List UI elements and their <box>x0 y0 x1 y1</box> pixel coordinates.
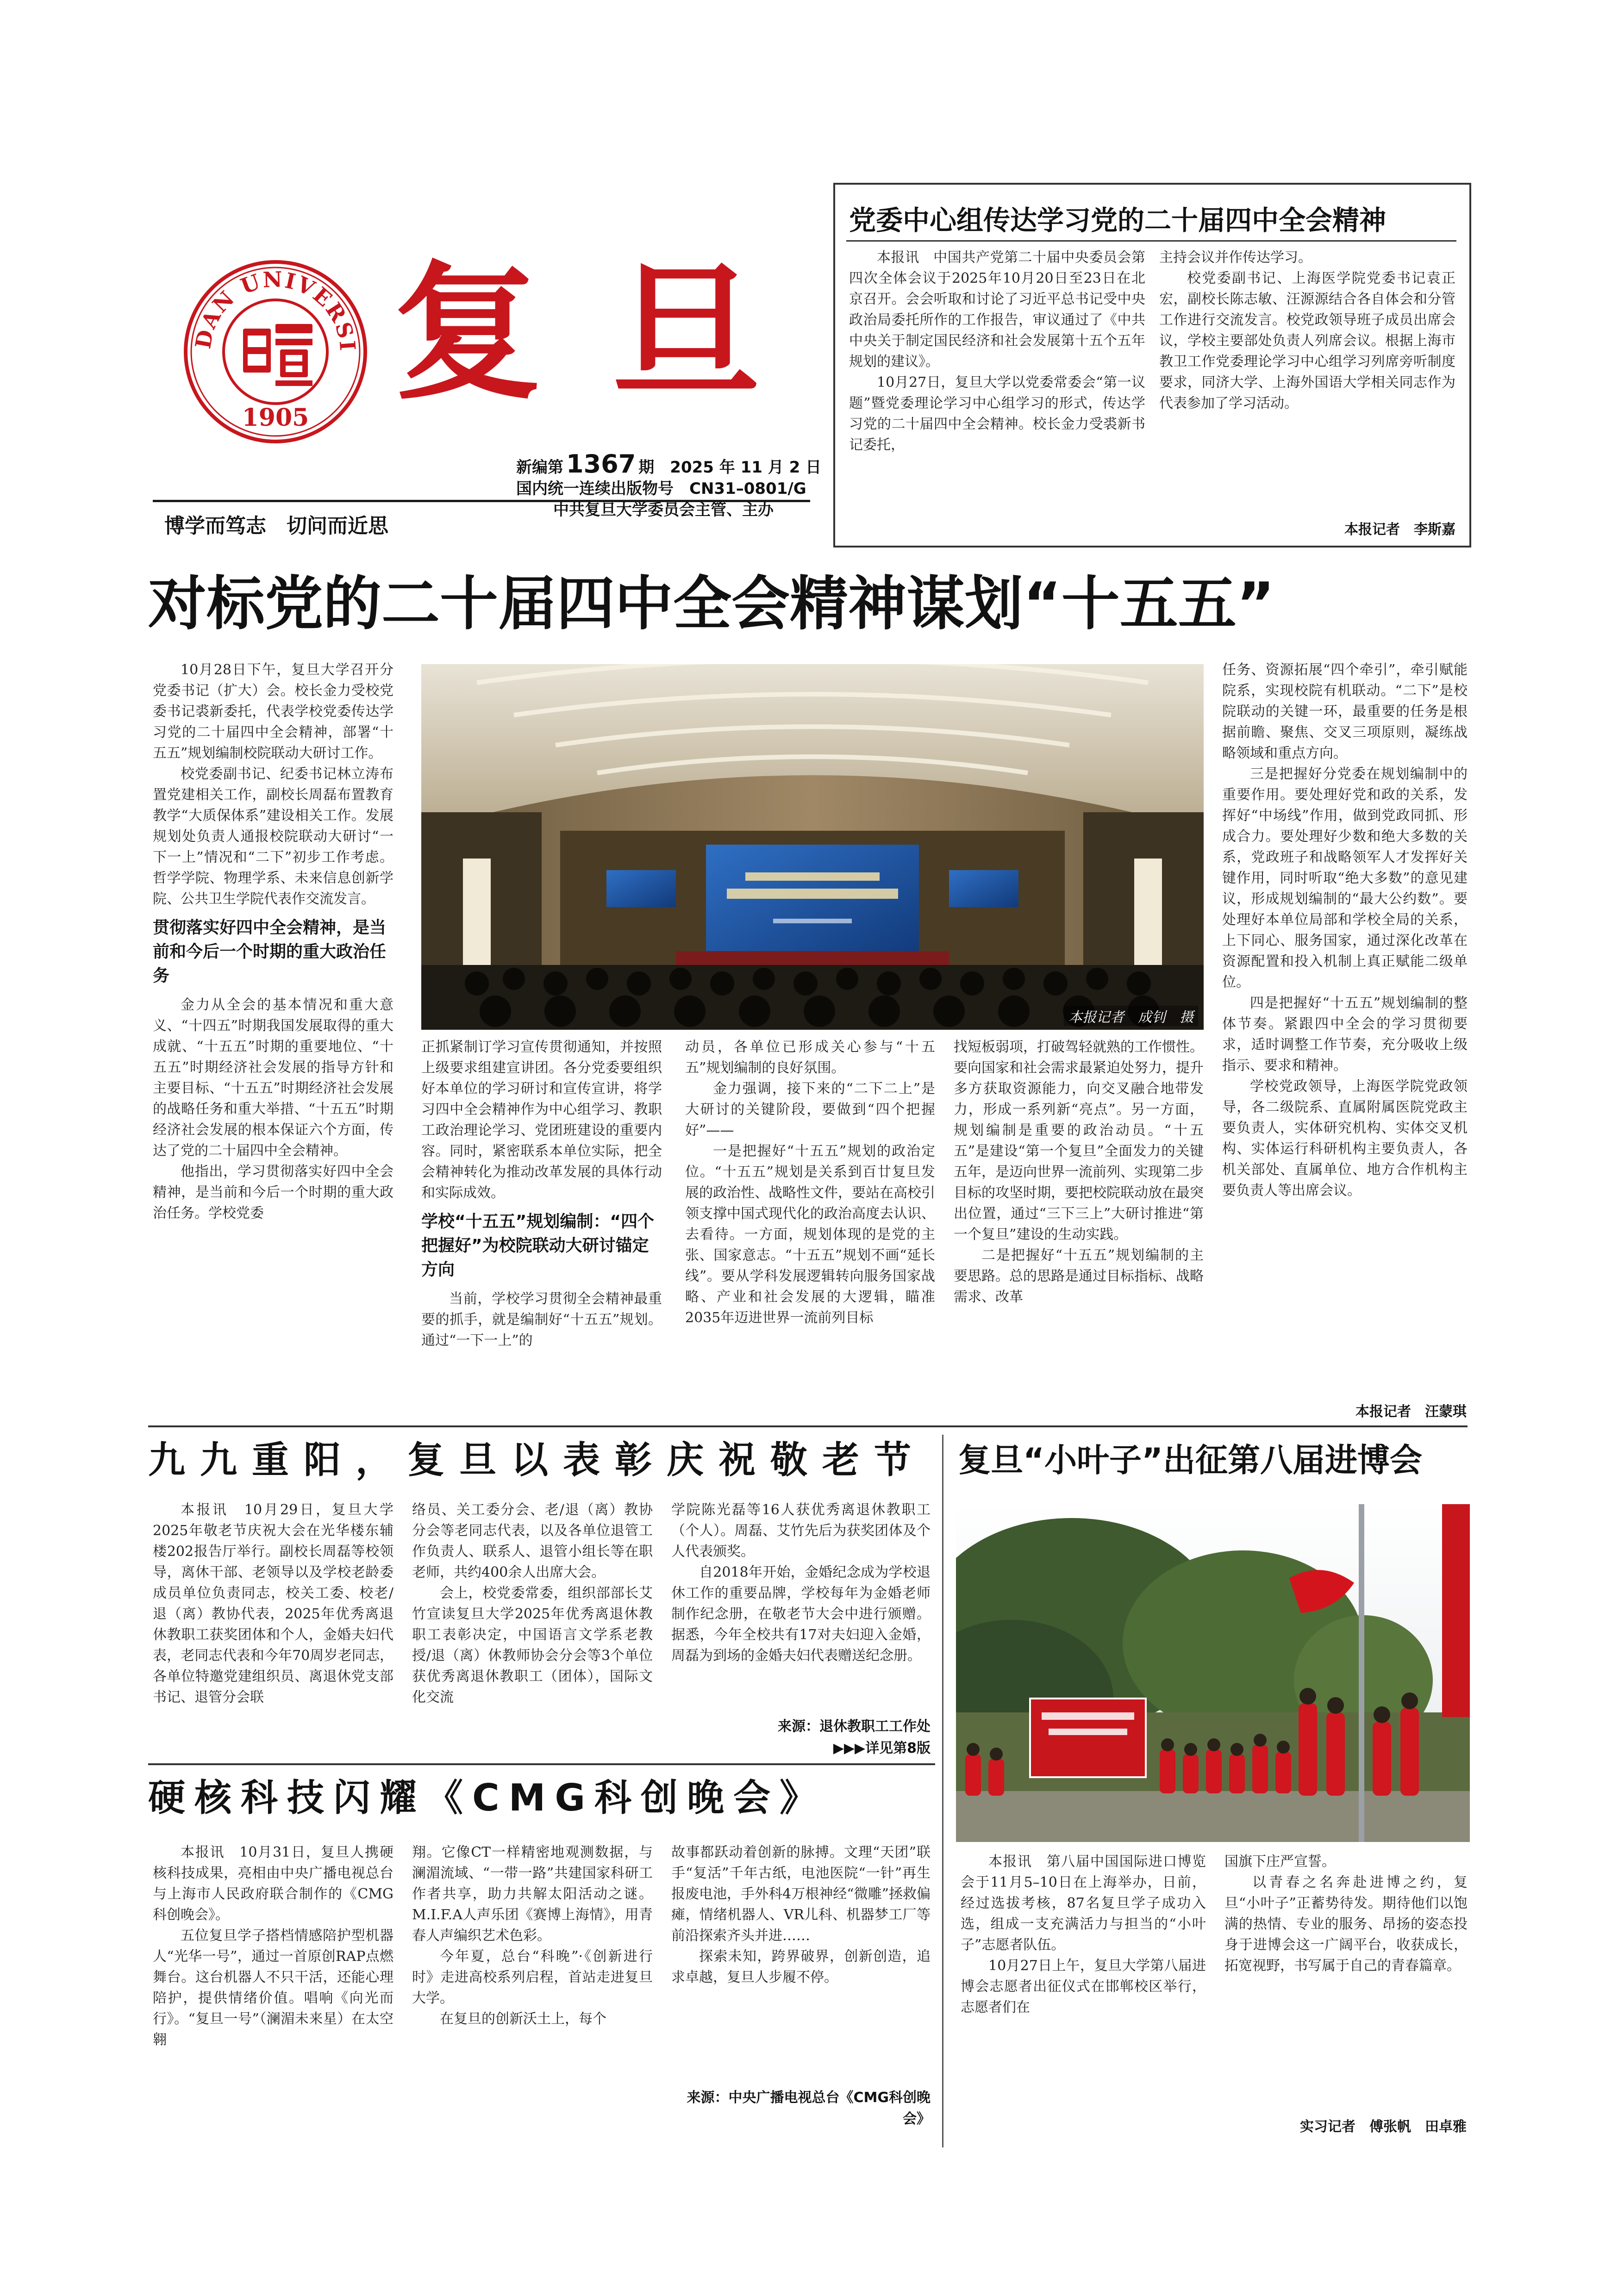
top-news-box <box>833 183 1471 548</box>
cmg-col-3: 故事都跃动着创新的脉搏。文理“天团”联手“复活”千年古纸，电池医院“一针”再生报废电池，手外科4万根神经“微雕”拯救偏瘫，情绪机器人、VR儿科、机器梦工厂等前沿探索齐头并进…… 探索未知，跨界破界，创新创造，追求卓越，复旦人步履不停。 <box>671 1844 931 1985</box>
top-box-title: 党委中心组传达学习党的二十届四中全会精神 <box>849 205 1387 236</box>
lead-headline: 对标党的二十届四中全会精神谋划“十五五” <box>148 570 1275 638</box>
lead-col-2: 正抓紧制订学习宣传贯彻通知，并按照上级要求组建宣讲团。各分党委要组织好本单位的学习研讨和宣传宣讲，将学习四中全会精神作为中心组学习、教职工政治理论学习、党团班建设的重要内容。同时，紧密联系本单位实际，把全会精神转化为推动改革发展的具体行动和实际成效。 学校“十五五”规划编制：“四个把握好”为校院联动大研讨锚定方向 当前，学校学习贯彻全会精神最重要的抓手，就是编制好“十五五”规划。通过“一下一上”的 <box>421 1039 662 1349</box>
lead-col-1: 10月28日下午，复旦大学召开分党委书记（扩大）会。校长金力受校党委书记裘新委托，代表学校党委传达学习党的二十届四中全会精神，部署“十五五”规划编制校院联动大研讨工作。 校党委副书记、纪委书记林立涛布置党建相关工作，副校长周磊布置教育教学“大质保体系”建设相关工作。发展规划处负责人通报校院联动大研讨“一下一上”情况和“二下”初步工作考虑。哲学学院、物理学系、未来信息创新学院、公共卫生学院代表作交流发言。 贯彻落实好四中全会精神，是当前和今后一个时期的重大政治任务 金力从全会的基本情况和重大意义、“十四五”时期我国发展取得的重大成就、“十五五”时期的重要地位、“十五五”时期经济社会发展的指导方针和主要目标、“十五五”时期经济社会发展的战略任务和重大举措、“十五五”时期经济社会发展的根本保证六个方面，传达了党的二十届四中全会精神。 他指出，学习贯彻落实好四中全会精神，是当前和今后一个时期的重大政治任务。学校党委 <box>153 662 394 1221</box>
lead-photo-auditorium <box>421 664 1204 1030</box>
issue-info <box>516 449 822 521</box>
cmg-col-2: 翔。它像CT一样精密地观测数据，与澜湄流域、“一带一路”共建国家科研工作者共享，助力共解太阳活动之谜。M.I.F.A人声乐团《赛博上海情》，用青春人声编织艺术色彩。 今年夏，总台“科晚”·《创新进行时》走进高校系列启程，首站走进复旦大学。 在复旦的创新沃土上，每个 <box>412 1844 653 2027</box>
section-rule-1 <box>148 1425 1468 1427</box>
seal-ring-text: DAN UNIVERSI <box>190 267 361 353</box>
cmg-headline: 硬核科技闪耀《CMG科创晚会》 <box>148 1776 826 1819</box>
top-box-byline: 本报记者 李斯嘉 <box>1344 522 1455 538</box>
expo-byline: 实习记者 傅张帆 田卓雅 <box>1300 2119 1467 2135</box>
expo-col-2: 国旗下庄严宣誓。 以青春之名奔赴进博之约，复旦“小叶子”正蓄势待发。期待他们以饱满的热情、专业的服务、昂扬的姿态投身于进博会这一广阔平台，收获成长，拓宽视野，书写属于自己的青春篇章。 <box>1224 1854 1468 1974</box>
seal-year: 1905 <box>242 404 309 432</box>
elder-turn-page[interactable]: ▶▶▶详见第8版 <box>833 1740 931 1756</box>
lead-photo-caption: 本报记者 成钊 摄 <box>1064 1006 1198 1026</box>
expo-headline: 复旦“小叶子”出征第八届进博会 <box>958 1441 1423 1479</box>
section-rule-2 <box>148 1763 935 1765</box>
sponsor: 中共复旦大学委员会主管、主办 <box>553 501 774 519</box>
cmg-col-1: 本报讯 10月31日，复旦人携硬核科技成果，亮相由中央广播电视总台与上海市人民政府联合制作的《CMG科创晚会》。 五位复旦学子搭档情感陪护型机器人“光华一号”，通过一首原创RAP点燃舞台。这台机器人不只干活，还能心理陪护，提供情绪价值。唱响《向光而行》。“复旦一号”（澜湄未来星）在太空翱 <box>153 1844 394 2048</box>
elder-col-3: 学院陈光磊等16人获优秀离退休教职工（个人）。周磊、艾竹先后为获奖团体及个人代表颁奖。 自2018年开始，金婚纪念成为学校退休工作的重要品牌，学校每年为金婚老师制作纪念册，在敬老节大会中进行颁赠。据悉，今年全校共有17对夫妇迎入金婚，周磊为到场的金婚夫妇代表赠送纪念册。 <box>671 1502 931 1664</box>
issue-date: 期 2025 年 11 月 2 日 <box>638 458 822 477</box>
expo-col-1: 本报讯 第八届中国国际进口博览会于11月5–10日在上海举办，日前，经过选拔考核，87名复旦学子成功入选，组成一支充满活力与担当的“小叶子”志愿者队伍。 10月27日上午，复旦大学第八届进博会志愿者出征仪式在邯郸校区举行，志愿者们在 <box>961 1854 1206 2016</box>
issue-prefix: 新编第 <box>516 458 563 477</box>
elder-source: 来源：退休教职工工作处 <box>778 1718 931 1735</box>
masthead-title: 复 旦 <box>394 246 769 420</box>
elder-col-2: 络员、关工委分会、老/退（离）教协分会等老同志代表，以及各单位退管工作负责人、联系人、退管小组长等在职老师，共约400余人出席大会。 会上，校党委常委，组织部部长艾竹宣读复旦大学2025年优秀离退休教职工表彰决定，中国语言文学系老教授/退（离）休教师协会分会等3个单位获优秀离退休教职工（团体），国际文化交流 <box>412 1502 653 1705</box>
university-seal <box>183 259 368 444</box>
column-divider <box>942 1435 943 2147</box>
top-box-col-2: 主持会议并作传达学习。 校党委副书记、上海医学院党委书记袁正宏，副校长陈志敏、汪源源结合各自体会和分管工作进行交流发言。校党政领导班子成员出席会议，学校主要部处负责人列席会议。根据上海市教卫工作党委理论学习中心组学习列席旁听制度要求，同济大学、上海外国语大学相关同志作为代表参加了学习活动。 <box>1159 249 1455 411</box>
lead-subhead-2: 学校“十五五”规划编制：“四个把握好”为校院联动大研讨锚定方向 <box>421 1212 654 1279</box>
expo-photo-volunteers <box>956 1504 1470 1842</box>
lead-col-4: 找短板弱项，打破驾轻就熟的工作惯性。要向国家和社会需求最紧迫处努力，提升多方获取资源能力，向交叉融合地带发力，形成一系列新“亮点”。另一方面，规划编制是重要的政治动员。“十五五”是建设“第一个复旦”全面发力的关键五年，是迈向世界一流前列、实现第二步目标的攻坚时期，要把校院联动放在最突出位置，通过“三下三上”大研讨推进“第一个复旦”建设的生动实践。 二是把握好“十五五”规划编制的主要思路。总的思路是通过目标指标、战略需求、改革 <box>954 1039 1204 1305</box>
publication-number: 国内统一连续出版物号 CN31–0801/G <box>516 479 806 498</box>
lead-col-3: 动员，各单位已形成关心参与“十五五”规划编制的良好氛围。 金力强调，接下来的“二下二上”是大研讨的关键阶段，要做到“四个把握好”—— 一是把握好“十五五”规划的政治定位。“十五五”规划是关系到百廿复旦发展的政治性、战略性文件，要站在高校引领支撑中国式现代化的政治高度去认识、去看待。一方面，规划体现的是党的主张、国家意志。“十五五”规划不画“延长线”。要从学科发展逻辑转向服务国家战略、产业和社会发展的大逻辑，瞄准2035年迈进世界一流前列目标 <box>685 1039 935 1326</box>
top-box-title-rule <box>846 240 1456 242</box>
cmg-source: 来源：中央广播电视总台《CMG科创晚会》 <box>687 2090 931 2127</box>
elder-col-1: 本报讯 10月29日，复旦大学2025年敬老节庆祝大会在光华楼东辅楼202报告厅举行。副校长周磊等校领导，离休干部、老领导以及学校老龄委成员单位负责同志，校关工委、校老/退（离）教协代表，2025年优秀离退休教职工获奖团体和个人，金婚夫妇代表，老同志代表和今年70周岁老同志，各单位特邀党建组织员、离退休党支部书记、退管分会联 <box>153 1502 394 1705</box>
lead-subhead-1: 贯彻落实好四中全会精神，是当前和今后一个时期的重大政治任务 <box>153 918 387 985</box>
top-box-col-1: 本报讯 中国共产党第二十届中央委员会第四次全体会议于2025年10月20日至23日在北京召开。会会听取和讨论了习近平总书记受中央政治局委托所作的工作报告，审议通过了《中共中央关于制定国民经济和社会发展第十五个五年规划的建议》。 10月27日，复旦大学以党委常委会“第一议题”暨党委理论学习中心组学习的形式，传达学习党的二十届四中全会精神。校长金力受裘新书记委托， <box>849 249 1145 453</box>
issue-number: 1367 <box>566 449 636 479</box>
svg-text:FUDAN UNIVERSITY <box>183 259 360 353</box>
elder-headline: 九九重阳，复旦以表彰庆祝敬老节 <box>148 1438 926 1481</box>
masthead-motto: 博学而笃志 切问而近思 <box>164 514 388 538</box>
lead-col-5: 任务、资源拓展“四个牵引”，牵引赋能院系，实现校院有机联动。“二下”是校院联动的关键一环，最重要的任务是根据前瞻、聚焦、交叉三项原则，凝练战略领域和重点方向。 三是把握好分党委在规划编制中的重要作用。要处理好党和政的关系，发挥好“中场线”作用，做到党政同抓、形成合力。要处理好少数和绝大多数的关系，党政班子和战略领军人才发挥好关键作用，同时听取“绝大多数”的意见建议，形成规划编制的“最大公约数”。要处理好本单位局部和学校全局的关系，上下同心、服务国家，通过深化改革在资源配置和投入机制上真正赋能二级单位。 四是把握好“十五五”规划编制的整体节奏。紧跟四中全会的学习贯彻要求，适时调整工作节奏，充分吸收上级指示、要求和精神。 学校党政领导，上海医学院党政领导，各二级院系、直属附属医院党政主要负责人，实体研究机构、实体交叉机构、实体运行科研机构主要负责人，各机关部处、直属单位、地方合作机构主要负责人等出席会议。 <box>1222 662 1468 1199</box>
lead-byline: 本报记者 汪蒙琪 <box>1355 1404 1467 1420</box>
